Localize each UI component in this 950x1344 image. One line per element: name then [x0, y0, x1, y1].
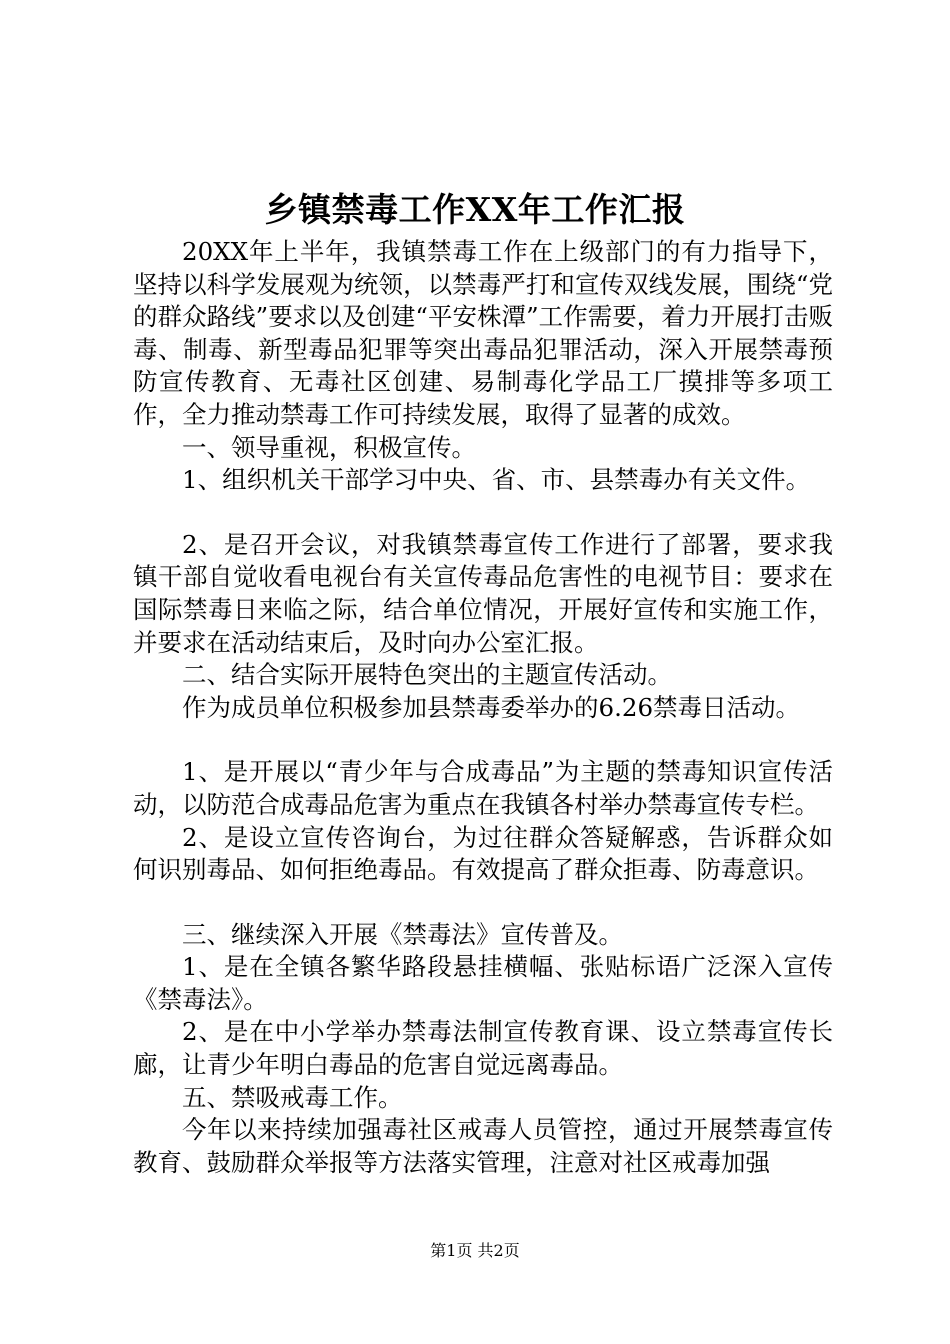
- heading-section-2: 二、结合实际开展特色突出的主题宣传活动。: [182, 660, 672, 690]
- page-footer: 第1页 共2页: [430, 1241, 520, 1260]
- paragraph-3-1: 1、是在全镇各繁华路段悬挂横幅、张贴标语广泛深入宣传《禁毒法》。: [133, 952, 833, 1014]
- paragraph-intro: 20XX年上半年，我镇禁毒工作在上级部门的有力指导下，坚持以科学发展观为统领，以禁毒严打和宣传双线发展，围绕“党的群众路线”要求以及创建“平安株潭”工作需要，着力开展打击贩毒、制毒、新型毒品犯罪等突出毒品犯罪活动，深入开展禁毒预防宣传教育、无毒社区创建、易制毒化学品工厂摸排等多项工作，全力推动禁毒工作可持续发展，取得了显著的成效。: [133, 237, 833, 429]
- document-title: 乡镇禁毒工作XX年工作汇报: [264, 190, 686, 229]
- paragraph-3-2: 2、是在中小学举办禁毒法制宣传教育课、设立禁毒宣传长廊，让青少年明白毒品的危害自觉远离毒品。: [133, 1017, 833, 1080]
- paragraph-2-1: 1、是开展以“青少年与合成毒品”为主题的禁毒知识宣传活动，以防范合成毒品危害为重点在我镇各村举办禁毒宣传专栏。: [133, 757, 833, 819]
- document-body: [133, 236, 833, 1179]
- heading-section-1: 一、领导重视，积极宣传。: [182, 432, 476, 462]
- paragraph-1-1: 1、组织机关干部学习中央、省、市、县禁毒办有关文件。: [182, 465, 811, 495]
- paragraph-5-1: 今年以来持续加强毒社区戒毒人员管控，通过开展禁毒宣传教育、鼓励群众举报等方法落实管理，注意对社区戒毒加强: [133, 1115, 833, 1177]
- heading-section-3: 三、继续深入开展《禁毒法》宣传普及。: [182, 919, 623, 949]
- paragraph-2-2: 2、是设立宣传咨询台，为过往群众答疑解惑，告诉群众如何识别毒品、如何拒绝毒品。有效提高了群众拒毒、防毒意识。: [133, 822, 833, 885]
- paragraph-1-2: 2、是召开会议，对我镇禁毒宣传工作进行了部署，要求我镇干部自觉收看电视台有关宣传毒品危害性的电视节目：要求在国际禁毒日来临之际，结合单位情况，开展好宣传和实施工作，并要求在活动结束后，及时向办公室汇报。: [133, 529, 833, 657]
- paragraph-2-intro: 作为成员单位积极参加县禁毒委举办的6.26禁毒日活动。: [182, 692, 801, 722]
- heading-section-5: 五、禁吸戒毒工作。: [182, 1082, 403, 1112]
